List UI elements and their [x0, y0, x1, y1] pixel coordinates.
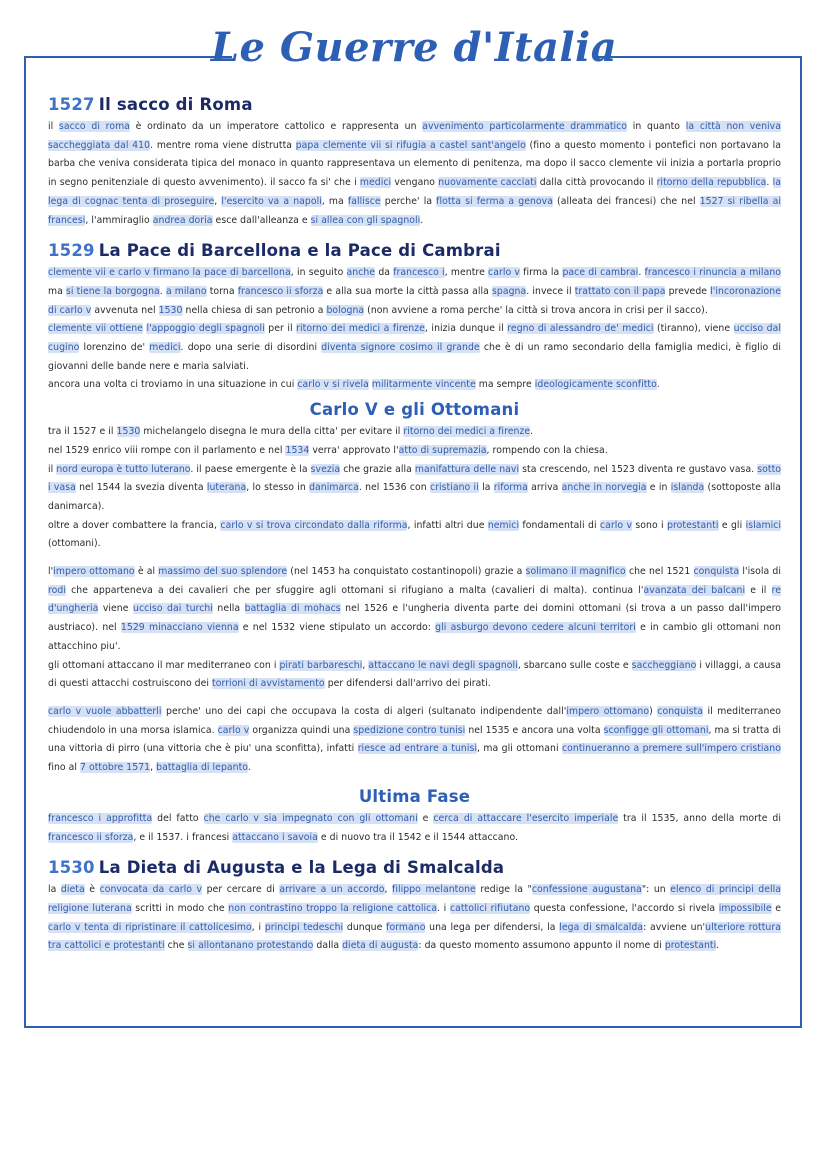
- highlight: carlo v: [217, 724, 250, 736]
- highlight: l'esercito va a napoli: [221, 195, 322, 207]
- highlight: nemici: [487, 519, 520, 531]
- highlight: bologna: [326, 304, 365, 316]
- highlight: spagna: [492, 285, 527, 297]
- section-year: 1527: [48, 95, 95, 114]
- highlight: impero ottomano: [566, 705, 650, 717]
- highlight: anche in norvegia: [561, 482, 647, 494]
- highlight: carlo v: [488, 267, 520, 279]
- highlight: saccheggiano: [631, 659, 697, 671]
- page-title: Le Guerre d'Italia: [210, 24, 618, 71]
- highlight: torrioni di avvistamento: [212, 678, 325, 690]
- section-title: Carlo V e gli Ottomani: [309, 400, 520, 420]
- highlight: riforma: [493, 482, 528, 494]
- highlight: ritorno dei medici a firenze: [296, 323, 425, 335]
- highlight: carlo v tenta di ripristinare il cattolicesimo: [48, 921, 252, 933]
- highlight: avvenimento particolarmente drammatico: [422, 121, 628, 132]
- document-body: [48, 88, 781, 956]
- highlight: che carlo v sia impegnato con gli ottomani: [203, 812, 418, 824]
- section-heading: [48, 399, 781, 421]
- section-heading: [48, 240, 781, 262]
- highlight: conquista: [693, 566, 740, 578]
- highlight: solimano il magnifico: [525, 566, 626, 578]
- highlight: medici: [359, 177, 392, 189]
- highlight: impero ottomano: [53, 566, 135, 578]
- highlight: si allea con gli spagnoli: [310, 214, 421, 226]
- highlight: cerca di attaccare l'esercito imperiale: [433, 812, 619, 824]
- spacer: [48, 694, 781, 703]
- highlight: nuovamente cacciati: [438, 177, 537, 189]
- highlight: 7 ottobre 1571: [80, 762, 151, 774]
- highlight: pace di cambrai: [562, 267, 639, 279]
- highlight: riesce ad entrare a tunisi: [357, 743, 478, 755]
- highlight: islanda: [670, 482, 705, 494]
- highlight: dieta di augusta: [342, 940, 419, 952]
- highlight: francesco ii sforza: [237, 285, 324, 297]
- highlight: battaglia di mohacs: [244, 603, 341, 615]
- highlight: francesco ii sforza: [48, 831, 134, 843]
- highlight: atto di supremazia: [398, 444, 487, 456]
- highlight: clemente vii ottiene: [48, 323, 143, 335]
- highlight: sconfigge gli ottomani: [603, 724, 709, 736]
- highlight: carlo v si rivela: [297, 379, 369, 391]
- highlight: battaglia di lepanto: [156, 762, 248, 774]
- highlight: anche: [346, 267, 376, 279]
- highlight: dieta: [60, 884, 85, 896]
- section-year: 1530: [48, 858, 95, 878]
- paragraph: carlo v vuole abbatterli perche' uno dei capi che occupava la costa di algeri (sultanato indipendente dall'impero ottomano) conquista il mediterraneo chiudendolo in una morsa islamica. carlo v organizza quindi una spedizione contro tunisi nel 1535 e ancora una volta sconfigge gli ottomani, ma si tratta di una vittoria di pirro (una vittoria che è piu' una sconfitta), infatti riesce ad entrare a tunisi, ma gli ottomani continueranno a premere sull'impero cristiano fino al 7 ottobre 1571, battaglia di lepanto.: [48, 705, 781, 774]
- section-heading: [48, 94, 781, 116]
- paragraph: tra il 1527 e il 1530 michelangelo disegna le mura della citta' per evitare il ritorno dei medici a firenze.: [48, 426, 534, 438]
- paragraph: la dieta è convocata da carlo v per cercare di arrivare a un accordo, filippo melantone redige la "confessione augustana": un elenco di principi della religione luterana scritti in modo che non contrastino troppo la religione cattolica. i cattolici rifiutano questa confessione, l'accordo si rivela impossibile e carlo v tenta di ripristinare il cattolicesimo, i principi tedeschi dunque formano una lega per difendersi, la lega di smalcalda: avviene un'ulteriore rottura tra cattolici e protestanti che si allontanano protestando dalla dieta di augusta: da questo momento assumono appunto il nome di protestanti.: [48, 884, 782, 952]
- highlight: andrea doria: [152, 214, 213, 226]
- paragraph: clemente vii ottiene l'appoggio degli spagnoli per il ritorno dei medici a firenze, inizia dunque il regno di alessandro de' medici (tiranno), viene ucciso dal cugino lorenzino de' medici. dopo una serie di disordini diventa signore cosimo il grande che è di un ramo secondario della famiglia medici, è figlio di giovanni delle bande nere e maria salviati.: [48, 323, 781, 372]
- highlight: francesco i approfitta: [48, 812, 153, 824]
- highlight: convocata da carlo v: [99, 884, 203, 896]
- highlight: ucciso dal cugino: [48, 323, 781, 354]
- section-title: Ultima Fase: [358, 786, 471, 806]
- highlight: arrivare a un accordo: [279, 884, 385, 896]
- highlight: danimarca: [309, 482, 359, 494]
- section-title: La Dieta di Augusta e la Lega di Smalcalda: [98, 858, 505, 878]
- highlight: trattato con il papa: [574, 285, 666, 297]
- section-title: Il sacco di Roma: [98, 95, 253, 114]
- highlight: si allontanano protestando: [187, 940, 314, 952]
- highlight: 1529 minacciano vienna: [120, 622, 239, 634]
- highlight: diventa signore cosimo il grande: [321, 342, 480, 354]
- paragraph: francesco i approfitta del fatto che carlo v sia impegnato con gli ottomani e cerca di attaccare l'esercito imperiale tra il 1535, anno della morte di francesco ii sforza, e il 1537. i francesi attaccano i savoia e di nuovo tra il 1542 e il 1544 attaccano.: [48, 812, 782, 843]
- highlight: 1530: [116, 426, 141, 438]
- highlight: confessione augustana: [531, 884, 642, 896]
- highlight: clemente vii e carlo v firmano la pace di barcellona: [48, 267, 291, 279]
- highlight: ucciso dai turchi: [133, 603, 213, 615]
- highlight: sotto i vasa: [48, 463, 782, 494]
- paragraph: il nord europa è tutto luterano. il paese emergente è la svezia che grazie alla manifattura delle navi sta crescendo, nel 1523 diventa re gustavo vasa. sotto i vasa nel 1544 la svezia diventa luterana, lo stesso in danimarca. nel 1536 con cristiano ii la riforma arriva anche in norvegia e in islanda (sottoposte alla danimarca).: [48, 463, 782, 512]
- highlight: attaccano le navi degli spagnoli: [368, 659, 518, 671]
- highlight: la lega di cognac tenta di proseguire: [48, 177, 781, 207]
- highlight: medici: [149, 342, 181, 354]
- highlight: flotta si ferma a genova: [436, 195, 553, 207]
- paragraph: l'impero ottomano è al massimo del suo splendore (nel 1453 ha conquistato costantinopoli) grazie a solimano il magnifico che nel 1521 conquista l'isola di rodi che apparteneva a dei cavalieri che per sfuggire agli ottomani si rifugiano a malta (cavalieri di malta). continua l'avanzata dei balcani e il re d'ungheria viene ucciso dai turchi nella battaglia di mohacs nel 1526 e l'ungheria diventa parte dei domini ottomani (si trova a un passo dall'impero austriaco). nel 1529 minacciano vienna e nel 1532 viene stipulato un accordo: gli asburgo devono cedere alcuni territori e in cambio gli ottomani non attacchino piu'.: [48, 566, 781, 652]
- highlight: fallisce: [347, 195, 381, 207]
- highlight: cristiano ii: [429, 482, 479, 494]
- highlight: luterana: [206, 482, 247, 494]
- paragraph: nel 1529 enrico viii rompe con il parlamento e nel 1534 verra' approvato l'atto di supremazia, rompendo con la chiesa.: [48, 444, 608, 456]
- highlight: regno di alessandro de' medici: [507, 323, 654, 335]
- highlight: pirati barbareschi: [279, 659, 363, 671]
- section-heading: [48, 786, 781, 808]
- highlight: cattolici rifiutano: [449, 902, 531, 914]
- spacer: [48, 554, 781, 563]
- highlight: 1534: [285, 444, 310, 456]
- highlight: protestanti: [667, 519, 719, 531]
- section-title: La Pace di Barcellona e la Pace di Cambrai: [98, 241, 501, 261]
- highlight: ulteriore rottura tra cattolici e protestanti: [48, 921, 781, 952]
- highlight: militarmente vincente: [371, 379, 476, 391]
- highlight: nord europa è tutto luterano: [56, 463, 191, 475]
- highlight: la città non veniva saccheggiata dal 410: [48, 121, 781, 151]
- highlight: spedizione contro tunisi: [353, 724, 466, 736]
- highlight: 1530: [158, 304, 183, 316]
- highlight: a milano: [165, 285, 207, 297]
- paragraph: oltre a dover combattere la francia, carlo v si trova circondato dalla riforma, infatti altri due nemici fondamentali di carlo v sono i protestanti e gli islamici (ottomani).: [48, 519, 782, 550]
- highlight: francesco i rinuncia a milano: [644, 267, 781, 279]
- highlight: papa clemente vii si rifugia a castel sant'angelo: [295, 139, 526, 151]
- highlight: massimo del suo splendore: [158, 566, 288, 578]
- highlight: ritorno dei medici a firenze: [403, 426, 531, 438]
- highlight: 1527 si ribella ai francesi: [48, 195, 781, 226]
- highlight: l'incoronazione di carlo v: [48, 285, 781, 316]
- highlight: sacco di roma: [58, 121, 130, 132]
- highlight: ritorno della repubblica: [656, 177, 767, 189]
- highlight: formano: [386, 921, 426, 933]
- highlight: carlo v si trova circondato dalla riforma: [220, 519, 408, 531]
- highlight: elenco di principi della religione luterana: [48, 884, 781, 914]
- highlight: conquista: [657, 705, 704, 717]
- highlight: l'appoggio degli spagnoli: [146, 323, 265, 335]
- highlight: protestanti: [664, 940, 717, 952]
- highlight: re d'ungheria: [48, 584, 781, 615]
- highlight: non contrastino troppo la religione cattolica: [228, 902, 438, 914]
- highlight: lega di smalcalda: [559, 921, 644, 933]
- section-heading: [48, 857, 781, 879]
- highlight: rodi: [48, 584, 66, 596]
- highlight: principi tedeschi: [264, 921, 344, 933]
- highlight: filippo melantone: [392, 884, 476, 896]
- highlight: gli asburgo devono cedere alcuni territori: [435, 622, 636, 634]
- highlight: si tiene la borgogna: [65, 285, 160, 297]
- highlight: impossibile: [718, 902, 772, 914]
- paragraph: ancora una volta ci troviamo in una situazione in cui carlo v si rivela militarmente vincente ma sempre ideologicamente sconfitto.: [48, 379, 660, 391]
- highlight: ideologicamente sconfitto: [534, 379, 657, 391]
- highlight: avanzata dei balcani: [643, 584, 746, 596]
- highlight: carlo v: [599, 519, 633, 531]
- highlight: attaccano i savoia: [232, 831, 318, 843]
- highlight: manifattura delle navi: [414, 463, 520, 475]
- highlight: carlo v vuole abbatterli: [48, 705, 162, 717]
- paragraph: gli ottomani attaccano il mar mediterraneo con i pirati barbareschi, attaccano le navi degli spagnoli, sbarcano sulle coste e saccheggiano i villaggi, a causa di questi attacchi costruiscono dei torrioni di avvistamento per difendersi dall'arrivo dei pirati.: [48, 659, 781, 690]
- highlight: francesco i: [393, 267, 445, 279]
- paragraph: il sacco di roma è ordinato da un imperatore cattolico e rappresenta un avvenimento particolarmente drammatico in quanto la città non veniva saccheggiata dal 410. mentre roma viene distrutta papa clemente vii si rifugia a castel sant'angelo (fino a questo momento i pontefici non portavano la barba che veniva considerata tipica del monaco in quanto rappresentava un elemento di penitenza, ma dopo il sacco clemente vii inizia a portarla proprio in segno penitenziale di questo avvenimento). il sacco fa si' che i medici vengano nuovamente cacciati dalla città provocando il ritorno della repubblica. la lega di cognac tenta di proseguire, l'esercito va a napoli, ma fallisce perche' la flotta si ferma a genova (alleata dei francesi) che nel 1527 si ribella ai francesi, l'ammiraglio andrea doria esce dall'alleanza e si allea con gli spagnoli.: [48, 121, 781, 226]
- paragraph: clemente vii e carlo v firmano la pace di barcellona, in seguito anche da francesco i, mentre carlo v firma la pace di cambrai. francesco i rinuncia a milano ma si tiene la borgogna. a milano torna francesco ii sforza e alla sua morte la città passa alla spagna. invece il trattato con il papa prevede l'incoronazione di carlo v avvenuta nel 1530 nella chiesa di san petronio a bologna (non avviene a roma perche' la città si trova ancora in crisi per il sacco).: [48, 267, 781, 316]
- section-year: 1529: [48, 241, 95, 261]
- highlight: svezia: [310, 463, 341, 475]
- highlight: islamici: [745, 519, 782, 531]
- highlight: continueranno a premere sull'impero cristiano: [561, 743, 781, 755]
